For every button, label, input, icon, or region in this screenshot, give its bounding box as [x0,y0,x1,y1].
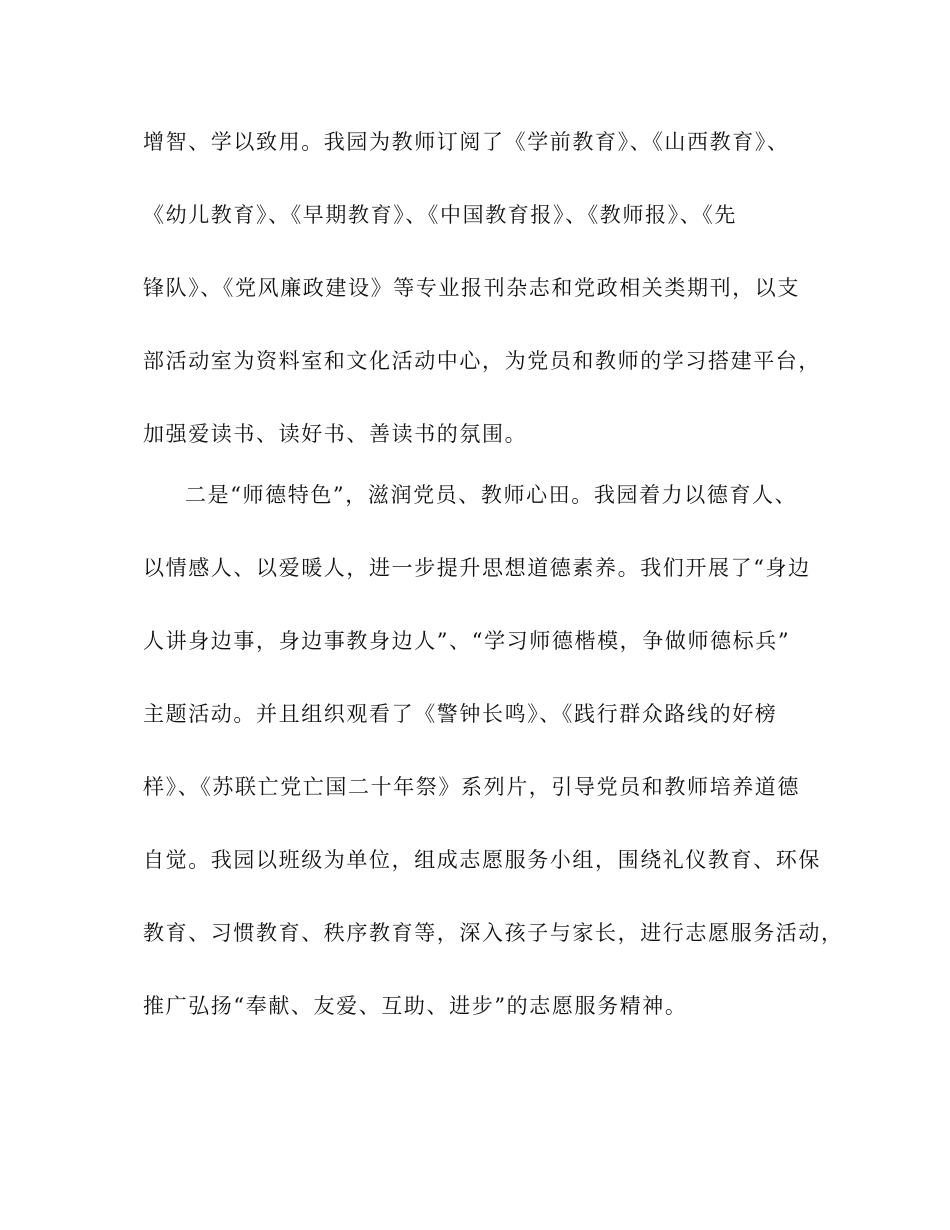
paragraph-2-line-7: 教育、习惯教育、秩序教育等，深入孩子与家长，进行志愿服务活动， [143,921,844,945]
paragraph-1-line-1: 增智、学以致用。我园为教师订阅了《学前教育》、《山西教育》、 [143,130,790,154]
paragraph-1-line-3: 锋队》、《党风廉政建设》等专业报刊杂志和党政相关类期刊，以支 [143,276,800,300]
paragraph-1-line-4: 部活动室为资料室和文化活动中心，为党员和教师的学习搭建平台， [143,349,821,373]
paragraph-2-line-6: 自觉。我园以班级为单位，组成志愿服务小组，围绕礼仪教育、环保 [143,848,821,872]
paragraph-2-line-2: 以情感人、以爱暖人，进一步提升思想道德素养。我们开展了“身边 [143,556,811,580]
paragraph-1-line-2: 《幼儿教育》、《早期教育》、《中国教育报》、《教师报》、《先 [143,203,737,227]
paragraph-2-line-4: 主题活动。并且组织观看了《警钟长鸣》、《践行群众路线的好榜 [143,702,778,726]
paragraph-1-line-5: 加强爱读书、读好书、善读书的氛围。 [143,422,528,446]
paragraph-2-line-5: 样》、《苏联亡党亡国二十年祭》系列片，引导党员和教师培养道德 [143,775,800,799]
paragraph-2-line-3: 人讲身边事，身边事教身边人”、“学习师德楷模，争做师德标兵” [143,629,791,653]
paragraph-2-line-8: 推广弘扬“奉献、友爱、互助、进步”的志愿服务精神。 [143,994,688,1018]
paragraph-2-line-1: 二是“师德特色”，滋润党员、教师心田。我园着力以德育人、 [185,483,798,507]
